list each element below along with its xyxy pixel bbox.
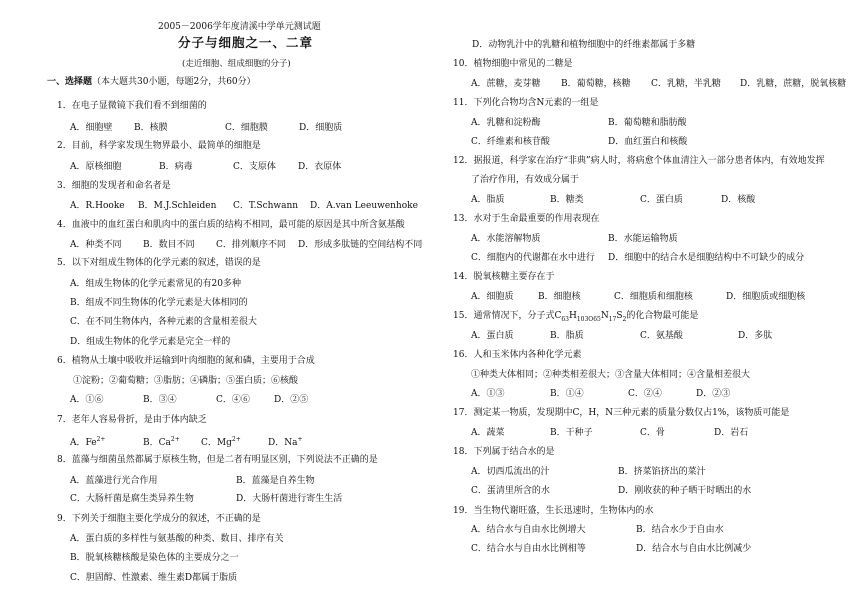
q17-option-b: B．干种子 bbox=[550, 428, 593, 438]
q3-option-c: C．T.Schwann bbox=[233, 201, 299, 211]
question-7-stem: 7．老年人容易骨折，是由于体内缺乏 bbox=[57, 415, 207, 425]
q18-option-a: A．切西瓜流出的汁 bbox=[471, 467, 550, 477]
q15-stem-part: S bbox=[616, 311, 623, 321]
exam-header: 2005－2006学年度清溪中学单元测试题 bbox=[158, 22, 321, 32]
q18-option-b: B．挤菜馅挤出的菜汁 bbox=[618, 467, 706, 477]
q15-stem-part: 的化合物最可能是 bbox=[626, 311, 699, 321]
q16-option-a: A．①③ bbox=[471, 389, 505, 399]
q12-option-b: B．糖类 bbox=[550, 195, 584, 205]
q3-option-b: B．M.J.Schleiden bbox=[138, 201, 217, 211]
q18-option-d: D．刚收获的种子晒干时晒出的水 bbox=[618, 486, 752, 496]
q5-option-d: D．组成生物体的化学元素是完全一样的 bbox=[70, 337, 231, 347]
q6-option-a: A．①⑥ bbox=[70, 395, 104, 405]
q15-option-a: A．蛋白质 bbox=[471, 331, 514, 341]
q9-option-c: C．胆固醇、性激素、维生素D都属于脂质 bbox=[70, 573, 238, 583]
q11-option-c: C．纤维素和核苷酸 bbox=[471, 137, 550, 147]
q5-option-c: C．在不同生物体内，各种元素的含量相差很大 bbox=[70, 317, 257, 327]
q7-option-d-text: D．Na bbox=[268, 438, 298, 448]
q15-option-b: B．脂质 bbox=[550, 331, 584, 341]
q19-option-c: C．结合水与自由水比例相等 bbox=[471, 544, 586, 554]
q17-option-d: D．岩石 bbox=[714, 428, 749, 438]
q2-option-d: D．衣原体 bbox=[298, 162, 342, 172]
question-6-stem: 6．植物从土壤中吸收并运输到叶肉细胞的氮和磷，主要用于合成 bbox=[57, 356, 315, 366]
q9-option-b: B．脱氧核糖核酸是染色体的主要成分之一 bbox=[70, 553, 239, 563]
q6-items: ①淀粉；②葡萄糖；③脂肪；④磷脂；⑤蛋白质；⑥核酸 bbox=[73, 376, 299, 386]
q18-option-c: C．蛋清里所含的水 bbox=[471, 486, 550, 496]
question-8-stem: 8．蓝藻与细菌虽然都属于原核生物，但是二者有明显区别，下列说法不正确的是 bbox=[57, 455, 378, 465]
q1-option-c: C．细胞膜 bbox=[225, 123, 268, 133]
q7-option-a-charge: 2+ bbox=[96, 436, 106, 443]
page-subtitle: (走近细胞、组成细胞的分子) bbox=[182, 59, 291, 69]
q11-option-b: B．葡萄糖和脂肪酸 bbox=[608, 118, 687, 128]
question-18-stem: 18．下列属于结合水的是 bbox=[453, 447, 555, 457]
question-4-stem: 4．血液中的血红蛋白和肌肉中的蛋白质的结构不相同，最可能的原因是其中所含氨基酸 bbox=[57, 220, 405, 230]
q15-subscript: 103O65 bbox=[576, 315, 601, 323]
q5-option-a: A．组成生物体的化学元素常见的有20多种 bbox=[70, 279, 241, 289]
q16-option-c: C．②④ bbox=[628, 389, 662, 399]
question-3-stem: 3．细胞的发现者和命名者是 bbox=[57, 181, 171, 191]
question-9-stem: 9．下列关于细胞主要化学成分的叙述，不正确的是 bbox=[57, 514, 261, 524]
q13-option-c: C．细胞内的代谢都在水中进行 bbox=[471, 253, 595, 263]
q10-option-d: D．乳糖，蔗糖，脱氧核糖 bbox=[740, 79, 847, 89]
q16-items: ①种类大体相同；②种类相差很大；③含量大体相同；④含量相差很大 bbox=[471, 370, 751, 380]
question-15-stem bbox=[453, 310, 698, 326]
q7-option-b bbox=[143, 434, 180, 449]
q7-option-c-text: C．Mg bbox=[201, 438, 232, 448]
q15-stem-part: N bbox=[600, 311, 609, 321]
page-title: 分子与细胞之一、二章 bbox=[178, 35, 314, 50]
q6-option-d: D．②⑤ bbox=[274, 395, 309, 405]
q16-option-b: B．①④ bbox=[550, 389, 584, 399]
q6-option-b: B．③④ bbox=[143, 395, 177, 405]
q2-option-c: C．支原体 bbox=[233, 162, 276, 172]
q11-option-d: D．血红蛋白和核酸 bbox=[608, 137, 688, 147]
section-heading: 一、选择题 bbox=[47, 77, 93, 87]
q7-option-b-charge: 2+ bbox=[170, 436, 180, 443]
q3-option-d: D．A.van Leeuwenhoke bbox=[310, 201, 418, 211]
q14-option-c: C．细胞质和细胞核 bbox=[614, 292, 693, 302]
q4-option-b: B．数目不同 bbox=[143, 240, 195, 250]
question-12-stem: 12．据报道，科学家在治疗“非典”病人时，将病愈个体血清注入一部分患者体内，有效地发挥 bbox=[453, 156, 825, 166]
q4-option-d: D．形成多肽链的空间结构不同 bbox=[298, 240, 423, 250]
q15-subscript: 2 bbox=[622, 315, 627, 323]
q7-option-a bbox=[70, 434, 105, 449]
question-17-stem: 17．测定某一物质，发现期中C，H，N三种元素的质量分数仅占1%，该物质可能是 bbox=[453, 408, 790, 418]
q13-option-a: A．水能溶解物质 bbox=[471, 234, 541, 244]
q1-option-d: D．细胞质 bbox=[299, 123, 343, 133]
question-10-stem: 10．植物细胞中常见的二糖是 bbox=[453, 59, 573, 69]
q15-subscript: 63 bbox=[561, 315, 569, 323]
q13-option-d: D．细胞中的结合水是细胞结构中不可缺少的成分 bbox=[608, 253, 805, 263]
q7-option-d bbox=[268, 434, 303, 449]
q14-option-d: D．细胞质或细胞核 bbox=[726, 292, 806, 302]
q15-subscript: 17 bbox=[608, 315, 617, 323]
q19-option-d: D．结合水与自由水比例减少 bbox=[636, 544, 752, 554]
q7-option-b-text: B．Ca bbox=[143, 438, 171, 448]
q17-option-a: A．蔬菜 bbox=[471, 428, 505, 438]
q9-option-a: A．蛋白质的多样性与氨基酸的种类、数目、排序有关 bbox=[70, 534, 284, 544]
q10-option-a: A．蔗糖，麦芽糖 bbox=[471, 79, 541, 89]
question-11-stem: 11．下列化合物均含N元素的一组是 bbox=[453, 98, 599, 108]
question-14-stem: 14．脱氧核糖主要存在于 bbox=[453, 272, 555, 282]
q15-stem-part: H bbox=[568, 311, 577, 321]
q12-option-a: A．脂质 bbox=[471, 195, 505, 205]
question-16-stem: 16．人和玉米体内各种化学元素 bbox=[453, 350, 582, 360]
q12-option-c: C．蛋白质 bbox=[640, 195, 683, 205]
q19-option-b: B．结合水少于自由水 bbox=[636, 525, 724, 535]
q3-option-a: A．R.Hooke bbox=[70, 201, 125, 211]
q8-option-a: A．蓝藻进行光合作用 bbox=[70, 476, 158, 486]
q7-option-c-charge: 2+ bbox=[231, 436, 241, 443]
q1-option-a: A．细胞壁 bbox=[70, 123, 113, 133]
question-13-stem: 13．水对于生命最重要的作用表现在 bbox=[453, 214, 600, 224]
question-19-stem: 19．当生物代谢旺盛，生长迅速时，生物体内的水 bbox=[453, 506, 654, 516]
q1-option-b: B．核膜 bbox=[134, 123, 168, 133]
q15-option-d: D．多肽 bbox=[738, 331, 773, 341]
q8-option-c: C．大肠杆菌是腐生类异养生物 bbox=[70, 494, 194, 504]
q7-option-d-charge: + bbox=[297, 436, 303, 443]
q7-option-a-text: A．Fe bbox=[70, 438, 97, 448]
q14-option-b: B．细胞核 bbox=[538, 292, 581, 302]
q17-option-c: C．骨 bbox=[640, 428, 665, 438]
q4-option-c: C．排列顺序不同 bbox=[216, 240, 286, 250]
q2-option-a: A．原核细胞 bbox=[70, 162, 122, 172]
q7-option-c bbox=[201, 434, 241, 449]
q11-option-a: A．乳糖和淀粉酶 bbox=[471, 118, 541, 128]
question-2-stem: 2．目前，科学家发现生物界最小、最简单的细胞是 bbox=[57, 141, 261, 151]
q14-option-a: A．细胞质 bbox=[471, 292, 514, 302]
section-heading-row bbox=[47, 76, 256, 88]
q8-option-b: B．蓝藻是自养生物 bbox=[236, 476, 315, 486]
question-1-stem: 1．在电子显微镜下我们看不到细菌的 bbox=[57, 101, 207, 111]
q6-option-c: C．④⑥ bbox=[216, 395, 250, 405]
q2-option-b: B．病毒 bbox=[159, 162, 193, 172]
q10-option-c: C．乳糖，半乳糖 bbox=[651, 79, 721, 89]
q15-option-c: C．氨基酸 bbox=[640, 331, 683, 341]
q4-option-a: A．种类不同 bbox=[70, 240, 122, 250]
q9-option-d: D．动物乳汁中的乳糖和植物细胞中的纤维素都属于多糖 bbox=[472, 40, 696, 50]
question-5-stem: 5．以下对组成生物体的化学元素的叙述，错误的是 bbox=[57, 258, 261, 268]
q16-option-d: D．②③ bbox=[696, 389, 731, 399]
q19-option-a: A．结合水与自由水比例增大 bbox=[471, 525, 586, 535]
q13-option-b: B．水能运输物质 bbox=[608, 234, 678, 244]
q5-option-b: B．组成不同生物体的化学元素是大体相同的 bbox=[70, 298, 248, 308]
section-note: （本大题共30小题，每题2分，共60分） bbox=[92, 77, 256, 87]
q10-option-b: B．葡萄糖，核糖 bbox=[561, 79, 631, 89]
question-12-stem-cont: 了治疗作用，有效成分属于 bbox=[471, 175, 580, 185]
q15-stem-part: 15．通常情况下，分子式C bbox=[453, 311, 562, 321]
q8-option-d: D．大肠杆菌进行寄生生活 bbox=[236, 494, 343, 504]
q12-option-d: D．核酸 bbox=[721, 195, 756, 205]
